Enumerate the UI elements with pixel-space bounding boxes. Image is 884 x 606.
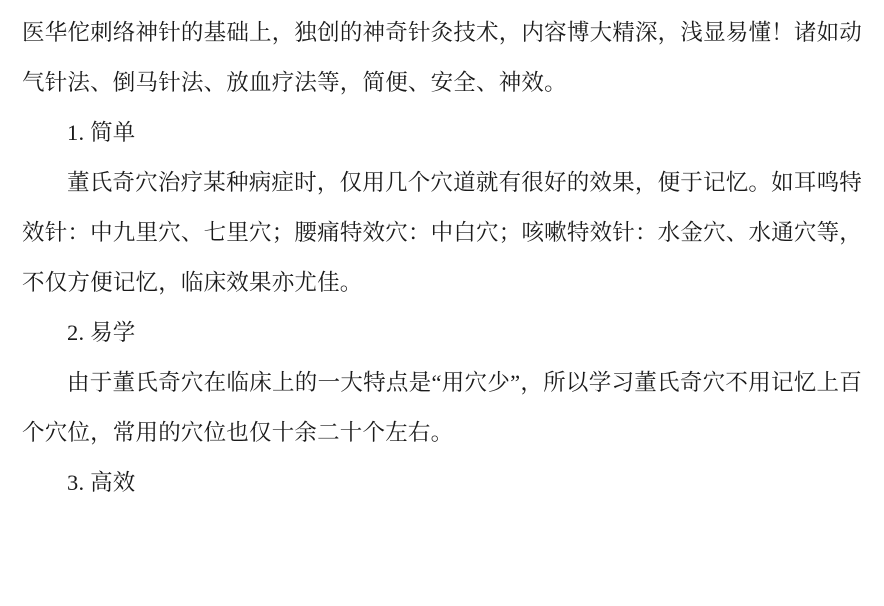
document-body	[22, 8, 862, 508]
heading-2-easy-to-learn: 2. 易学	[67, 320, 136, 345]
paragraph-1-simple: 董氏奇穴治疗某种病症时，仅用几个穴道就有很好的效果，便于记忆。如耳鸣特效针：中九里穴、七里穴；腰痛特效穴：中白穴；咳嗽特效针：水金穴、水通穴等，不仅方便记忆，临床效果亦尤佳。	[22, 170, 862, 295]
paragraph-2-easy-to-learn: 由于董氏奇穴在临床上的一大特点是“用穴少”，所以学习董氏奇穴不用记忆上百个穴位，常用的穴位也仅十余二十个左右。	[22, 370, 862, 445]
paragraph-intro-continuation: 医华佗刺络神针的基础上，独创的神奇针灸技术，内容博大精深，浅显易懂！诸如动气针法、倒马针法、放血疗法等，简便、安全、神效。	[22, 20, 862, 95]
heading-1-simple: 1. 简单	[67, 120, 136, 145]
heading-3-efficient: 3. 高效	[67, 470, 136, 495]
